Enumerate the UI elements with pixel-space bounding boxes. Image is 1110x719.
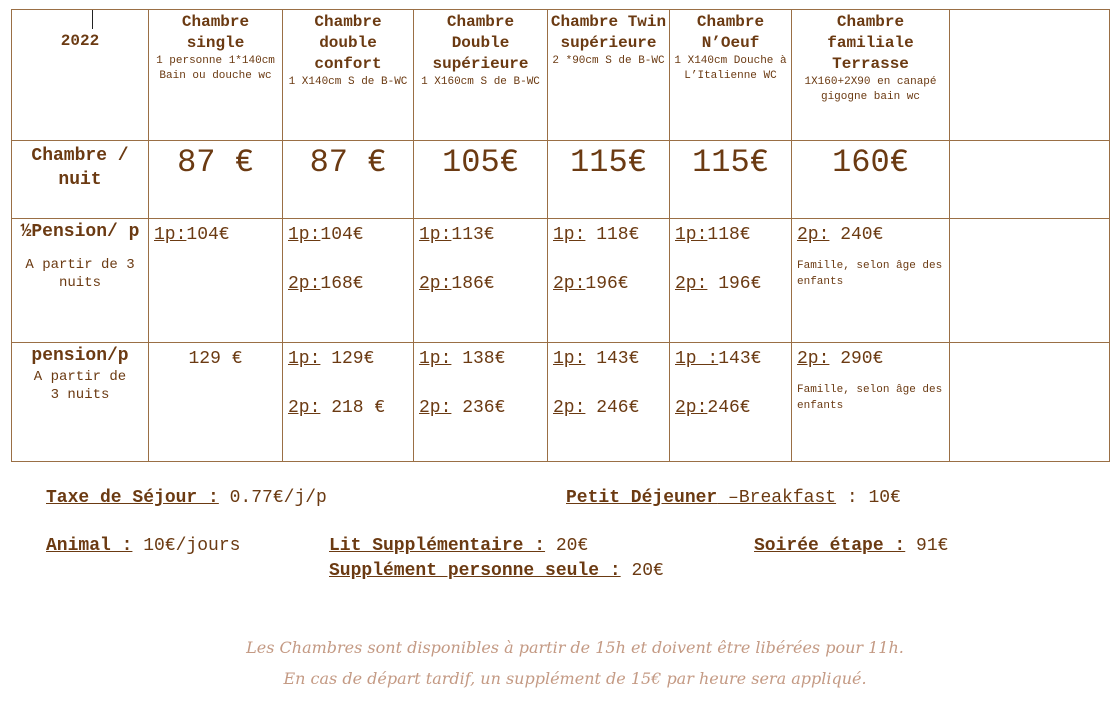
row-sublabel: A partir de 3 nuits: [33, 369, 127, 403]
extra-bed-info: [329, 534, 588, 558]
breakfast-value: : 10€: [836, 488, 901, 508]
room-name: Chambre Double supérieure: [432, 13, 529, 73]
price-value: 104€: [186, 225, 230, 245]
persons-key: 2p:: [797, 349, 830, 369]
price-value: 236€: [451, 398, 506, 418]
night-row: [12, 141, 1110, 219]
night-price: 105€: [414, 141, 548, 219]
price-value: 138€: [451, 349, 506, 369]
price-cell: [792, 219, 950, 343]
footer-checkin-note: Les Chambres sont disponibles à partir de 15h et doivent être libérées pour 11h.: [246, 638, 904, 657]
tax-info: [46, 486, 327, 510]
row-label-cell: [12, 141, 149, 219]
room-desc: 1 X140cm Douche à L’Italienne WC: [674, 55, 787, 82]
price-value: 186€: [451, 274, 495, 294]
family-note: Famille, selon âge des enfants: [797, 384, 943, 412]
room-name: Chambre single: [181, 13, 250, 52]
price-cell: [548, 343, 670, 462]
animal-info: [46, 534, 240, 558]
persons-key: 1p:: [419, 349, 452, 369]
year-label: 2022: [60, 32, 100, 50]
night-price: 115€: [670, 141, 792, 219]
tax-label: Taxe de Séjour :: [46, 488, 219, 508]
price-cell: [149, 343, 283, 462]
evening-stop-info: [754, 534, 948, 558]
room-desc: 1 personne 1*140cm Bain ou douche wc: [156, 55, 275, 82]
persons-key: 2p:: [797, 225, 830, 245]
breakfast-label: [566, 488, 836, 508]
persons-key: 2p:: [553, 398, 586, 418]
room-header: [548, 10, 670, 141]
empty-cell: [950, 141, 1110, 219]
price-cell: [548, 219, 670, 343]
persons-key: 2p:: [675, 274, 708, 294]
single-supplement-info: [329, 559, 664, 583]
price-value: 143€: [585, 349, 640, 369]
extra-bed-label: Lit Supplémentaire :: [329, 536, 546, 556]
price-value: 118€: [707, 225, 751, 245]
price-value: 113€: [451, 225, 495, 245]
room-desc: 1X160+2X90 en canapé gigogne bain wc: [804, 76, 937, 103]
empty-cell: [950, 343, 1110, 462]
persons-key: 2p:: [419, 274, 452, 294]
evening-stop-value: 91€: [905, 536, 949, 556]
persons-key: 1p:: [675, 225, 708, 245]
persons-key: 2p:: [288, 398, 321, 418]
room-name: Chambre double confort: [314, 13, 382, 73]
price-value: 196€: [585, 274, 629, 294]
persons-key: 2p:: [675, 398, 708, 418]
price-value: 246€: [707, 398, 751, 418]
empty-cell: [950, 10, 1110, 141]
year-cell: [12, 10, 149, 141]
empty-cell: [950, 219, 1110, 343]
price-cell: [792, 343, 950, 462]
night-price: 87 €: [283, 141, 414, 219]
price-cell: [283, 343, 414, 462]
row-label-cell: [12, 219, 149, 343]
half-board-row: [12, 219, 1110, 343]
price-cell: [670, 343, 792, 462]
price-cell: [149, 219, 283, 343]
single-supplement-value: 20€: [620, 561, 664, 581]
persons-key: 1p:: [553, 349, 586, 369]
room-header: [670, 10, 792, 141]
footer-late-checkout-note: En cas de départ tardif, un supplément de 15€ par heure sera appliqué.: [283, 669, 867, 688]
price-value: 196€: [707, 274, 762, 294]
family-note: Famille, selon âge des enfants: [797, 260, 943, 288]
evening-stop-label: Soirée étape :: [754, 536, 906, 556]
night-price: 87 €: [149, 141, 283, 219]
persons-key: 2p:: [553, 274, 586, 294]
row-label: ½Pension/ p: [20, 222, 140, 242]
animal-label: Animal :: [46, 536, 133, 556]
persons-key: 2p:: [288, 274, 321, 294]
room-header: [792, 10, 950, 141]
room-desc: 2 *90cm S de B-WC: [552, 55, 665, 67]
row-label: Chambre / nuit: [31, 146, 129, 190]
extra-bed-value: 20€: [545, 536, 589, 556]
room-name: Chambre Twin supérieure: [550, 13, 667, 52]
persons-key: 2p:: [419, 398, 452, 418]
breakfast-label-fr: Petit Déjeuner: [566, 488, 718, 508]
row-label-cell: [12, 343, 149, 462]
price-value: 104€: [320, 225, 364, 245]
persons-key: 1p :: [675, 349, 719, 369]
price-value: 290€: [829, 349, 884, 369]
persons-key: 1p:: [419, 225, 452, 245]
price-cell: [283, 219, 414, 343]
persons-key: 1p:: [154, 225, 187, 245]
persons-key: 1p:: [288, 349, 321, 369]
room-header: [283, 10, 414, 141]
price-cell: [414, 219, 548, 343]
price-cell: [670, 219, 792, 343]
room-desc: 1 X160cm S de B-WC: [421, 76, 540, 88]
breakfast-label-en: –Breakfast: [717, 488, 837, 508]
price-value: 240€: [829, 225, 884, 245]
row-sublabel: A partir de 3 nuits: [25, 257, 135, 291]
full-board-row: [12, 343, 1110, 462]
room-name: Chambre familiale Terrasse: [827, 13, 914, 73]
price-value: 129€: [320, 349, 375, 369]
room-desc: 1 X140cm S de B-WC: [288, 76, 408, 88]
price-value: 129 €: [188, 349, 243, 369]
persons-key: 1p:: [288, 225, 321, 245]
persons-key: 1p:: [553, 225, 586, 245]
night-price: 160€: [792, 141, 950, 219]
price-cell: [414, 343, 548, 462]
price-table: [11, 9, 1110, 462]
price-value: 143€: [718, 349, 762, 369]
animal-value: 10€/jours: [132, 536, 241, 556]
price-value: 168€: [320, 274, 364, 294]
tax-value: 0.77€/j/p: [218, 488, 327, 508]
breakfast-info: [566, 486, 901, 510]
header-row: [12, 10, 1110, 141]
room-name: Chambre N’Oeuf: [696, 13, 765, 52]
single-supplement-label: Supplément personne seule :: [329, 561, 621, 581]
price-value: 118€: [585, 225, 640, 245]
row-label: pension/p: [31, 346, 129, 366]
room-header: [149, 10, 283, 141]
price-value: 218 €: [320, 398, 386, 418]
night-price: 115€: [548, 141, 670, 219]
price-value: 246€: [585, 398, 640, 418]
room-header: [414, 10, 548, 141]
